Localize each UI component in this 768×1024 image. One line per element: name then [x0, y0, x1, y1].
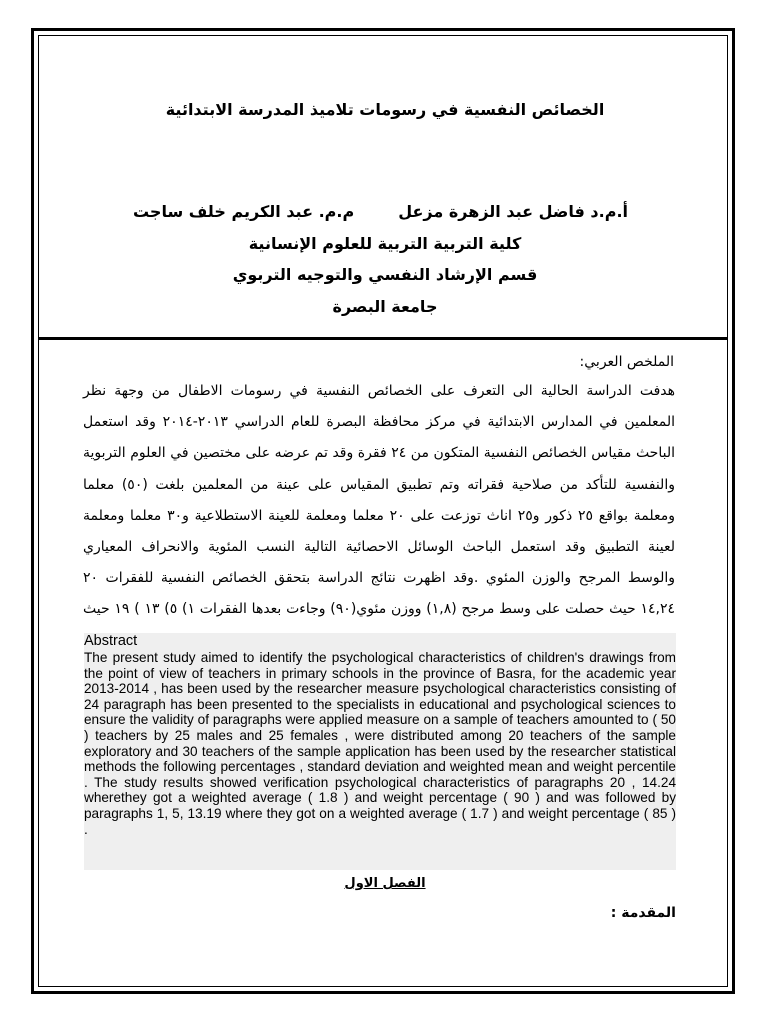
author-second: م.م. عبد الكريم خلف ساجت	[132, 202, 355, 221]
authors-line	[108, 202, 628, 221]
affiliation-college: كلية التربية التربية للعلوم الإنسانية	[248, 234, 522, 253]
english-abstract-body: The present study aimed to identify the psychological characteristics of children's drawings from the point of view of teachers in primary schools in the province of Basra, for the academic year 2013-2014 , has been used by the researcher measure psychological characteristics consisting of 24 paragraph has been presented to the specialists in educational and psychological sciences to ensure the validity of paragraphs were applied measure on a sample of teachers amounted to ( 50 ) teachers by 25 males and 25 females , were distributed among 20 teachers of the sample exploratory and 30 teachers of the sample application has been used by the researcher statistical methods the following percentages , standard deviation and weighted mean and weight percentile . The study results showed verification psychological characteristics of paragraphs 20 , 14.24 wherethey got a weighted average ( 1.8 ) and weight percentage ( 90 ) and was followed by paragraphs 1, 5, 13.19 where they got on a weighted average ( 1.7 ) and weight percentage ( 85 ) .	[84, 650, 676, 837]
affiliation-university: جامعة البصرة	[332, 297, 438, 316]
arabic-abstract-body: هدفت الدراسة الحالية الى التعرف على الخصائص النفسية في رسومات الاطفال من وجهة نظر المعلمين في المدارس الابتدائية في مركز محافظة البصرة للعام الدراسي ٢٠١٣-٢٠١٤ وقد استعمل الباحث مقياس الخصائص النفسية المتكون من ٢٤ فقرة وقد تم عرضه على مختصين في العلوم التربوية والنفسية للتأكد من صلاحية فقراته وتم تطبيق المقياس على عينة من المعلمين بلغت (٥٠) معلما ومعلمة بواقع ٢٥ ذكور و٢٥ اناث توزعت على ٢٠ معلما ومعلمة للعينة الاستطلاعية و٣٠ معلما ومعلمة لعينة التطبيق وقد استعمل الباحث الوسائل الاحصائية التالية النسب المئوية والانحراف المعياري والوسط المرجح والوزن المئوي .وقد اظهرت نتائج الدراسة بتحقق الخصائص النفسية للفقرات ٢٠ ١٤,٢٤ حيث حصلت على وسط مرجح (١,٨) ووزن مئوي(٩٠) وجاءت بعدها الفقرات ١) ٥) ١٣ ) ١٩ حيث	[83, 383, 675, 618]
english-abstract-heading: Abstract	[84, 633, 138, 649]
chapter-title: الفصل الاول	[344, 876, 426, 891]
header-divider	[38, 337, 728, 340]
english-abstract	[84, 633, 676, 870]
affiliation-department: قسم الإرشاد النفسي والتوجيه التربوي	[232, 265, 538, 284]
paper-title: الخصائص النفسية في رسومات تلاميذ المدرسة الابتدائية	[165, 100, 605, 119]
arabic-abstract-heading: الملخص العربي:	[579, 354, 674, 370]
introduction-heading: المقدمة :	[610, 905, 676, 921]
author-first: أ.م.د فاضل عبد الزهرة مزعل	[398, 202, 628, 221]
